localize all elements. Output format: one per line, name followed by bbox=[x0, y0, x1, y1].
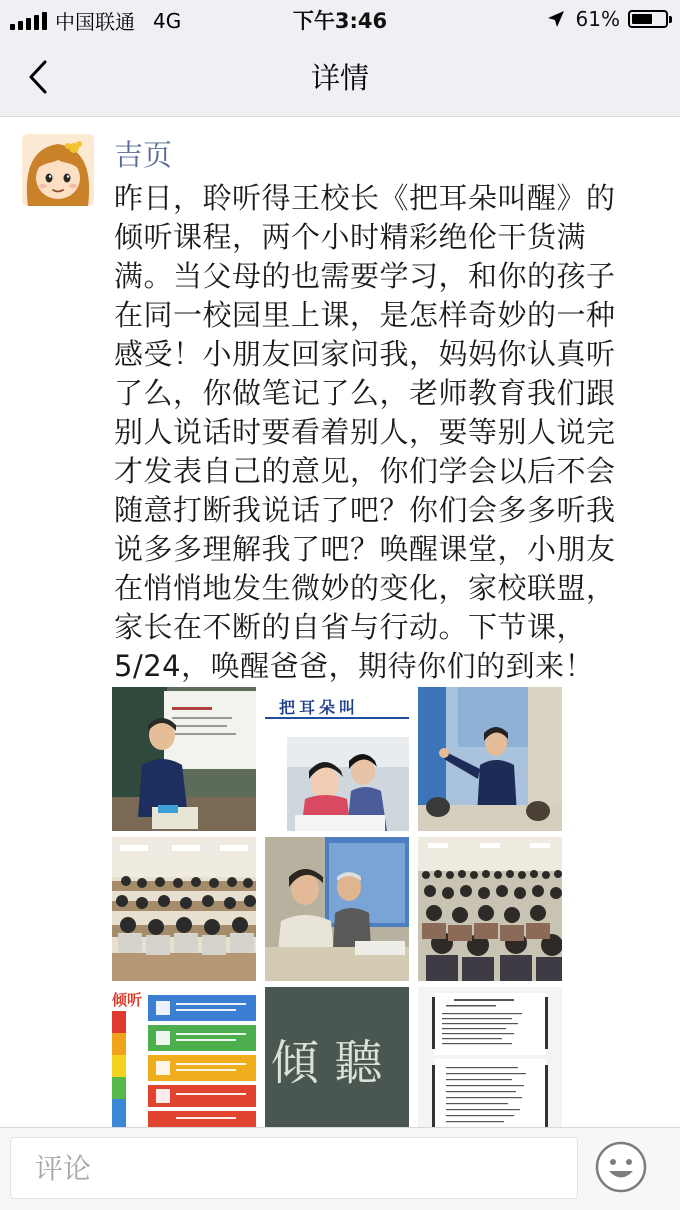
post-line: 了么，你做笔记了么，老师教育我们跟 bbox=[114, 376, 616, 410]
post-text bbox=[114, 179, 654, 686]
post-line: 说多多理解我了吧？唤醒课堂，小朋友 bbox=[114, 532, 616, 566]
post-line: 才发表自己的意见，你们学会以后不会 bbox=[114, 454, 616, 488]
status-right bbox=[546, 7, 668, 31]
banner-text: 把耳朵叫 bbox=[279, 698, 360, 717]
carrier-name: 中国联通 bbox=[55, 10, 135, 34]
photo-classroom-audience[interactable] bbox=[112, 837, 256, 981]
comment-input[interactable] bbox=[10, 1137, 578, 1199]
avatar[interactable] bbox=[22, 134, 94, 206]
post-line: 满。当父母的也需要学习，和你的孩子 bbox=[114, 259, 616, 293]
post-line: 家长在不断的自省与行动。下节课， bbox=[114, 610, 587, 644]
location-arrow-icon bbox=[546, 9, 566, 29]
page-title: 详情 bbox=[310, 61, 369, 95]
network-type: 4G bbox=[153, 8, 182, 33]
status-bar bbox=[0, 0, 680, 38]
photo-auditorium[interactable] bbox=[418, 837, 562, 981]
photo-teacher-speaking[interactable] bbox=[418, 687, 562, 831]
post-line: 感受！小朋友回家问我，妈妈你认真听 bbox=[114, 337, 616, 371]
post-line: 昨日，聆听得王校长《把耳朵叫醒》的 bbox=[114, 181, 616, 215]
photo-parents-listening[interactable] bbox=[265, 837, 409, 981]
photo-children-reading[interactable] bbox=[265, 687, 409, 831]
smiley-face-icon[interactable] bbox=[594, 1140, 648, 1194]
chalk-text: 傾 聽 bbox=[271, 1035, 383, 1091]
post-line: 5/24，唤醒爸爸，期待你们的到来！ bbox=[114, 649, 595, 683]
status-time: 下午3:46 bbox=[292, 9, 388, 33]
cartoon-girl-avatar-icon bbox=[22, 134, 94, 206]
photo-document-pages[interactable] bbox=[418, 987, 562, 1131]
battery-icon bbox=[628, 10, 668, 28]
nav-bar bbox=[0, 38, 680, 117]
battery-percent: 61% bbox=[575, 7, 620, 31]
post-line: 别人说话时要看着别人，要等别人说完 bbox=[114, 415, 616, 449]
comment-bar bbox=[0, 1127, 680, 1210]
poster-title: 倾听 bbox=[112, 991, 143, 1009]
author-name[interactable]: 吉页 bbox=[114, 138, 173, 172]
photo-chalkboard-calligraphy[interactable] bbox=[265, 987, 409, 1131]
post-line: 随意打断我说话了吧？你们会多多听我 bbox=[114, 493, 616, 527]
post-line: 在同一校园里上课，是怎样奇妙的一种 bbox=[114, 298, 616, 332]
photo-teacher-whiteboard[interactable] bbox=[112, 687, 256, 831]
battery-fill bbox=[632, 14, 652, 24]
post-line: 倾听课程，两个小时精彩绝伦干货满 bbox=[114, 220, 587, 254]
photo-grid bbox=[112, 687, 562, 1132]
post-line: 在悄悄地发生微妙的变化，家校联盟， bbox=[114, 571, 616, 605]
photo-listening-poster[interactable] bbox=[112, 987, 256, 1131]
